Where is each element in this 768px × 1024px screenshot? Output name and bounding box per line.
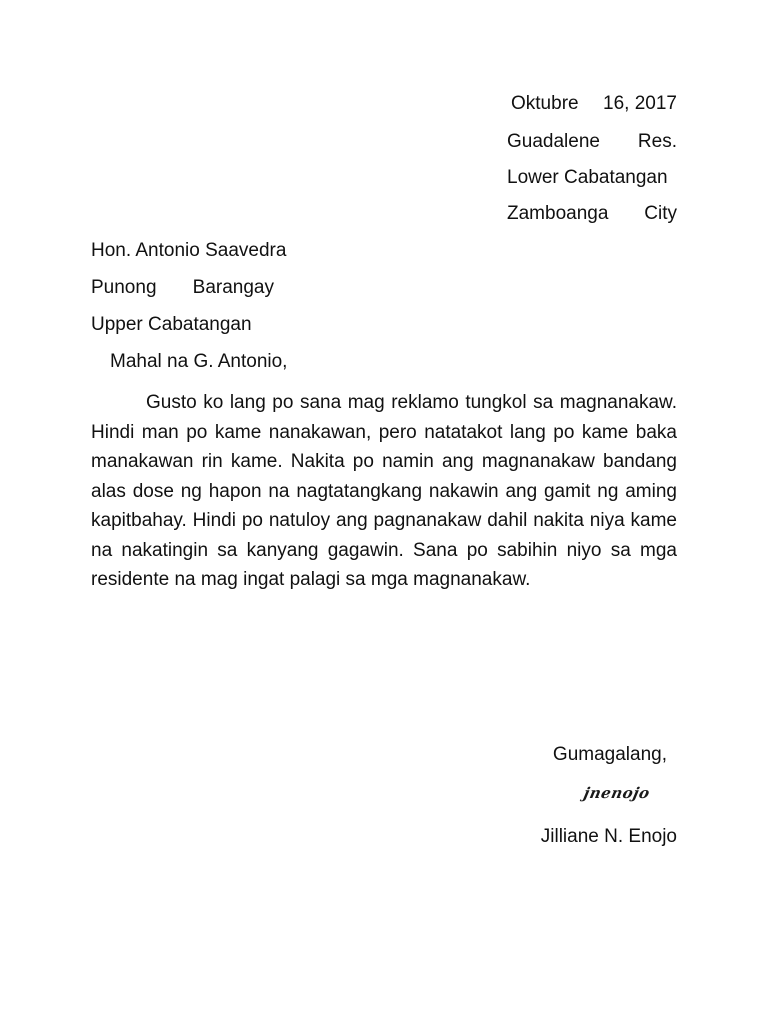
address-line2: Lower Cabatangan [507,167,668,188]
recipient-place: Upper Cabatangan [91,314,252,335]
recipient-name: Hon. Antonio Saavedra [91,240,287,261]
date-day-year: 16, 2017 [603,93,677,114]
recipient-title [91,277,274,299]
address-line3-part2: City [644,203,677,224]
recipient-title-part2: Barangay [192,277,274,298]
sender-address-line2 [507,167,677,189]
recipient-title-part1: Punong [91,277,157,298]
complimentary-close: Gumagalang, [552,744,667,765]
address-line3-part1: Zamboanga [507,203,609,224]
sender-address-line3 [507,203,677,225]
address-line1-part2: Res. [637,131,677,152]
signer-name: Jilliane N. Enojo [540,826,677,847]
salutation: Mahal na G. Antonio, [110,351,288,372]
address-line1-part1: Guadalene [507,131,600,152]
handwritten-signature: jnenojo [582,784,652,802]
sender-address-line1 [507,131,677,153]
letter-body: Gusto ko lang po sana mag reklamo tungkol sa magnanakaw. Hindi man po kame nanakawan, pero natatakot lang po kame baka manakawan rin kame. Nakita po namin ang magnanakaw bandang alas dose ng hapon na nagtatangkang nakawin ang gamit ng aming kapitbahay. Hindi po natuloy ang pagnanakaw dahil nakita niya kame na nakatingin sa kanyang gagawin. Sana po sabihin niyo sa mga residente na mag ingat palagi sa mga magnanakaw. [91,392,677,590]
date-month: Oktubre [511,93,579,114]
letter-date [511,93,677,115]
